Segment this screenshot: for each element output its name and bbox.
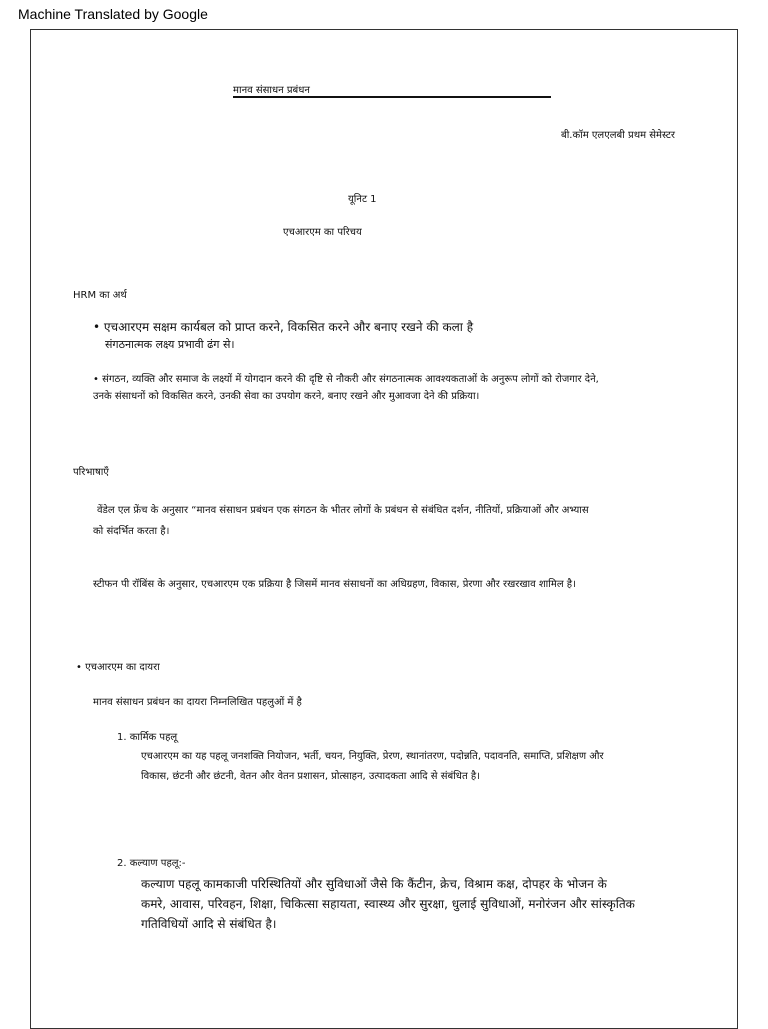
definition-2: स्टीफन पी रॉबिंस के अनुसार, एचआरएम एक प्रक्रिया है जिसमें मानव संसाधनों का अधिग्रहण, विकास, प्रेरणा और रखरखाव शामिल है। (93, 579, 576, 590)
scope-intro: मानव संसाधन प्रबंधन का दायरा निम्नलिखित पहलुओं में है (93, 697, 302, 708)
definition-1-line-1: वेंडेल एल फ्रेंच के अनुसार “मानव संसाधन प्रबंधन एक संगठन के भीतर लोगों के प्रबंधन से संबंधित दर्शन, नीतियों, प्रक्रियाओं और अभ्यास (97, 505, 589, 516)
definition-1-line-2: को संदर्भित करता है। (93, 526, 170, 537)
title-underline (233, 96, 551, 98)
scope-item-1-title: 1. कार्मिक पहलू (117, 732, 178, 743)
scope-item-2-title: 2. कल्याण पहलू:- (117, 858, 186, 869)
unit-title: एचआरएम का परिचय (283, 227, 362, 238)
meaning-bullet-1-line-1: • एचआरएम सक्षम कार्यबल को प्राप्त करने, विकसित करने और बनाए रखने की कला है (93, 320, 474, 334)
scope-item-2-line-1: कल्याण पहलू कामकाजी परिस्थितियों और सुविधाओं जैसे कि कैंटीन, क्रेच, विश्राम कक्ष, दोपहर के भोजन के (141, 877, 607, 891)
course-label: बी.कॉम एलएलबी प्रथम सेमेस्टर (561, 130, 676, 141)
unit-label: यूनिट 1 (348, 194, 377, 205)
scope-item-1-line-1: एचआरएम का यह पहलू जनशक्ति नियोजन, भर्ती, चयन, नियुक्ति, प्रेरण, स्थानांतरण, पदोन्नति, पदावनति, समाप्ति, प्रशिक्षण और (141, 751, 604, 762)
meaning-bullet-2-line-1: • संगठन, व्यक्ति और समाज के लक्ष्यों में योगदान करने की दृष्टि से नौकरी और संगठनात्मक आवश्यकताओं के अनुरूप लोगों को रोजगार देने, (93, 374, 599, 385)
section-heading-scope: • एचआरएम का दायरा (76, 662, 160, 673)
section-heading-definitions: परिभाषाएँ (73, 467, 109, 478)
document-title: मानव संसाधन प्रबंधन (233, 85, 310, 96)
machine-translation-note: Machine Translated by Google (18, 6, 208, 22)
meaning-bullet-2-line-2: उनके संसाधनों को विकसित करने, उनकी सेवा का उपयोग करने, बनाए रखने और मुआवजा देने की प्रक्रिया। (93, 391, 480, 402)
section-heading-meaning: HRM का अर्थ (73, 290, 127, 301)
scope-item-2-line-2: कमरे, आवास, परिवहन, शिक्षा, चिकित्सा सहायता, स्वास्थ्य और सुरक्षा, धुलाई सुविधाओं, मनोरंजन और सांस्कृतिक (141, 897, 635, 911)
scope-item-2-line-3: गतिविधियों आदि से संबंधित है। (141, 917, 277, 931)
meaning-bullet-1-line-2: संगठनात्मक लक्ष्य प्रभावी ढंग से। (105, 338, 235, 351)
scope-item-1-line-2: विकास, छंटनी और छंटनी, वेतन और वेतन प्रशासन, प्रोत्साहन, उत्पादकता आदि से संबंधित है। (141, 771, 480, 782)
